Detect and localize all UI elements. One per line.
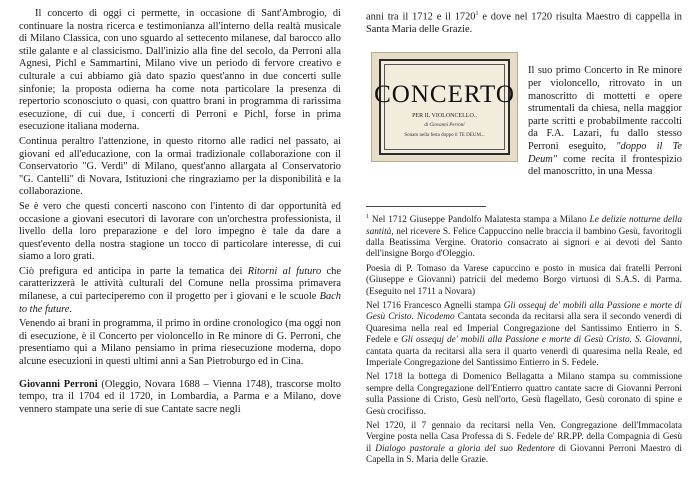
text-span: , cantata quarta da recitarsi alla sera il quarto venerdì di quaresima nella Reale, ed Imperiale Congregazione del Santissimo Entierro in S. Fedele. (366, 335, 682, 368)
frontispiece-subtitle: PER IL VIOLONCELLO.. (412, 113, 477, 119)
italic-title: Gli ossequj de' mobili alla Passione e morte di Gesù Cristo. Nicodemo (366, 300, 682, 323)
composer-name: Giovanni Perroni (19, 378, 98, 390)
continuation-paragraph (366, 8, 682, 37)
manuscript-frontispiece-image (371, 52, 518, 162)
perroni-paragraph (19, 379, 341, 417)
text-span: e dove nel 1720 risulta Maestro di cappella in Santa Maria delle Grazie. (366, 11, 683, 36)
footnote-number: 1 (366, 214, 369, 220)
footnote-4: Nel 1718 la bottega di Domenico Bellagatta a Milano stampa su commissione sempre della Congregazione dell'Entierro quattro cantate sacre di Giovanni Perroni sulla Passione di Cristo, Gesù nell'orto, Gesù flagellato, Gesù coronato di spine e Gesù crocifisso. (366, 372, 682, 417)
text-span: Il suo primo Concerto in Re minore per violoncello, ritrovato in un manoscritto di mottetti e opere strumentali da chiesa, nella maggior parte scritti e probabilmente raccolti da F.A. Lazari, fu dallo stesso Perroni eseguito, (528, 65, 682, 152)
frontispiece-title: CONCERTO (374, 81, 515, 108)
left-column (19, 8, 341, 418)
concerto-description (528, 65, 682, 178)
italic-title: Gli ossequj de' mobili alla Passione e morte di Gesù Cristo. S. Giovanni (401, 335, 680, 346)
frontispiece-note: Sonato nella festa doppo il TE DEUM... (404, 133, 485, 138)
italic-title: Le delizie notturne della santità (366, 215, 682, 237)
footnote-5 (366, 421, 682, 467)
text-span: di Giovanni Perroni Maestro di Capella in S. Maria delle Grazie. (366, 443, 682, 466)
text-span: Nel 1716 Francesco Agnelli stampa (366, 300, 504, 311)
footnotes (366, 212, 682, 470)
italic-title: Bach to the future (19, 291, 341, 315)
young-performers-paragraph: Se è vero che questi concerti nascono con l'intento di dar opportunità ed occasione a giovani esecutori di lavorare con un'orchestra professionista, il livello della loro preparazione e del loro impegno è tale da dare a quest'evento della nostra stagione un tocco di particolare interesse, di cui siamo a loro grati. (19, 200, 341, 263)
frontispiece-author: di Giovanni Perroni (424, 123, 465, 128)
education-paragraph: Continua peraltro l'attenzione, in questo ritorno alle radici nel passato, ai giovani ed all'educazione, con la ormai tradizionale collaborazione con il Conservatorio "G. Verdi" di Milano, quest'anno allargata al Conservatorio "G. Cantelli" di Novara, Istituzioni che ringraziamo per la disponibilità e la collaborazione. (19, 135, 341, 198)
italic-title: Ritorni al futuro (247, 265, 322, 277)
italic-title: Dialogo pastorale a gloria del suo Redentore (375, 443, 555, 454)
text-span: Cantata seconda da recitarsi alla sera il secondo venerdì di Quaresima nella real ed Imperial Congregazione del Santissimo Entierro in S. Fedele e (366, 312, 682, 346)
text-span: anni tra il 1712 e il 1720 (366, 11, 476, 23)
text-span: . (69, 303, 73, 315)
text-span: , nel ricevere S. Felice Cappuccino nelle braccia il bambino Gesù, favoritogli dalla Beatissima Vergine. Oratorio consacrato ai signori e ai devoti del Santo dell'insigne Borgo d'Oleggio. (366, 226, 682, 260)
text-span: (Oleggio, Novara 1688 – Vienna 1748), trascorse molto tempo, tra il 1704 ed il 1720, in Lombardia, a Parma e a Milano, dove vennero stampate una serie di sue Cantate sacre negli (19, 378, 342, 415)
right-column-top (366, 8, 682, 37)
footnote-divider (366, 206, 486, 207)
italic-quote: "doppo il Te Deum" (528, 140, 683, 165)
text-span: come recita il frontespizio del manoscritto, in una Messa (528, 153, 682, 178)
future-paragraph (19, 266, 341, 316)
program-paragraph: Venendo ai brani in programma, il primo in ordine cronologico (ma oggi non di esecuzione, è il Concerto per violoncello in Re minore di G. Perroni, che presentiamo qui a Milano pensiamo in prima riesecuzione moderna, dopo alcune esecuzioni in questi ultimi anni a San Pietroburgo ed in Cina. (19, 318, 341, 368)
footnote-2: Poesia di P. Tomaso da Varese capuccino e posto in musica dai fratelli Perroni (Giuseppe e Giovanni) patricii del medemo Borgo virtuosi di S.A.S. di Parma. (Eseguito nel 1711 a Novara) (366, 263, 682, 297)
intro-paragraph: Il concerto di oggi ci permette, in occasione di Sant'Ambrogio, di continuare la nostra ricerca e testimonianza all'interno della realtà musicale di Milano Classica, con uno sguardo al settecento milanese, dal barocco allo stile galante e al classicismo. Dall'inizio alla fine del secolo, da Perroni alla Agnesi, Pichl e Sammartini, Milano vive un periodo di fervore creativo e culturale a cui abbiamo già dato spazio quest'anno in due concerti sulle sinfonie; la proposta odierna ha come nota particolare la presenza di repertorio sconosciuto o quasi, con quattro brani in programma di rarissima esecuzione, di cui due, i concerti di Perroni e Pichl, forse in prima esecuzione italiana moderna. (19, 8, 341, 133)
footnote-1 (366, 212, 682, 261)
text-span: Nel 1712 Giuseppe Pandolfo Malatesta stampa a Milano (369, 215, 590, 226)
text-span: Ciò prefigura ed anticipa in parte la tematica dei (19, 265, 248, 277)
text-span: che caratterizzerà le attività culturali del Comune nella prossima primavera milanese, a cui parteciperemo con il progetto per i giovani e le scuole (19, 265, 341, 303)
footnote-3 (366, 301, 682, 369)
text-span: Nel 1720, il 7 gennaio da recitarsi nella Ven. Congregazione dell'Immacolata Vergine posta nella Casa Professa di S. Fedele de' RR.PP. della Compagnia di Gesù il (366, 421, 682, 454)
footnote-ref: 1 (475, 11, 479, 17)
